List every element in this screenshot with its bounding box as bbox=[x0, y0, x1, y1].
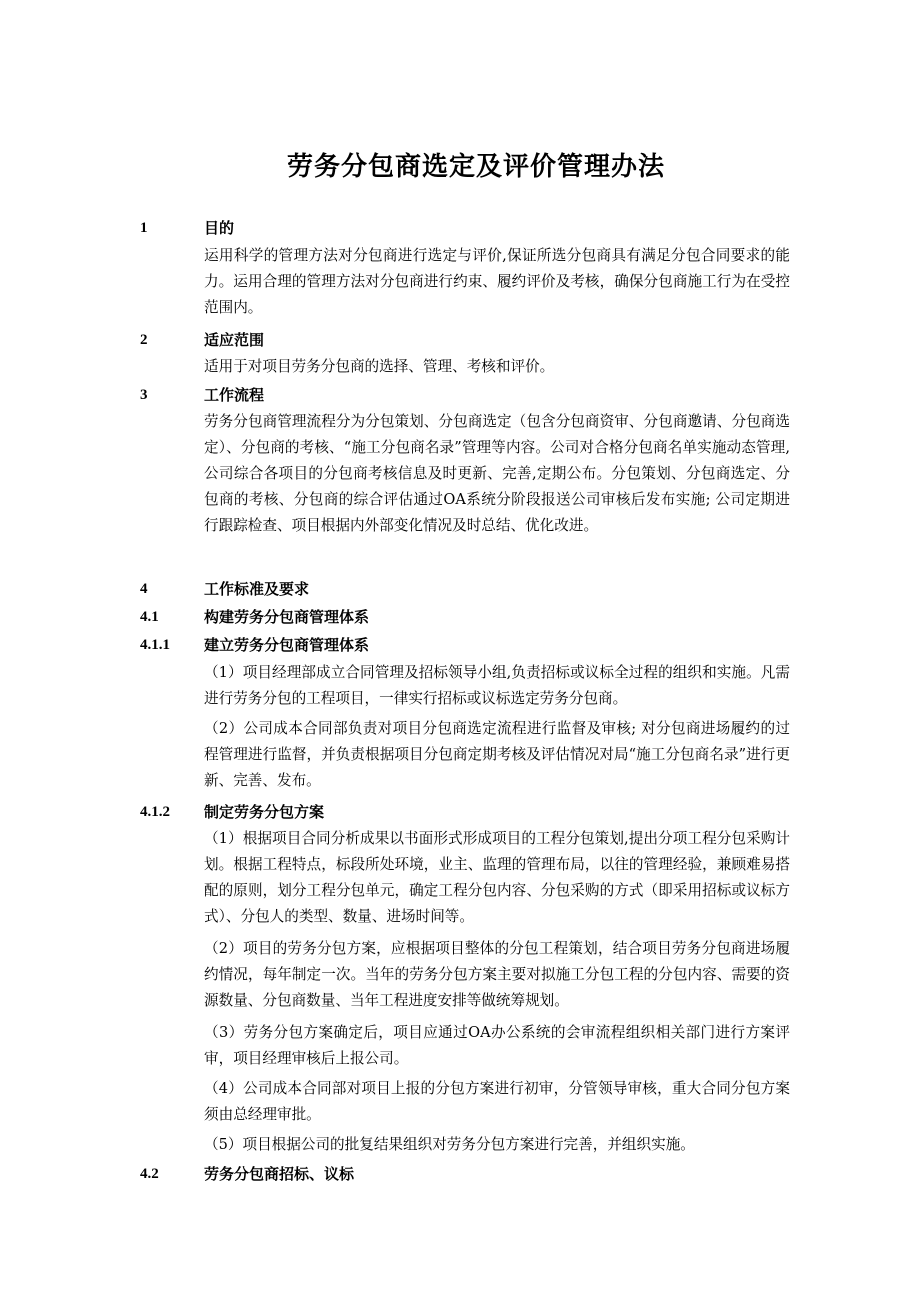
paragraph: （2）项目的劳务分包方案，应根据项目整体的分包工程策划，结合项目劳务分包商进场履约情况，每年制定一次。当年的劳务分包方案主要对拟施工分包工程的分包内容、需要的资源数量、分包商数量、当年工程进度安排等做统筹规划。 bbox=[204, 940, 790, 1009]
section-title: 构建劳务分包商管理体系 bbox=[204, 608, 370, 626]
document-title: 劳务分包商选定及评价管理办法 bbox=[286, 152, 665, 182]
section-title: 工作流程 bbox=[204, 386, 265, 404]
section-number: 4 bbox=[140, 581, 148, 597]
section-title: 劳务分包商招标、议标 bbox=[204, 1165, 355, 1183]
paragraph: （2）公司成本合同部负责对项目分包商选定流程进行监督及审核; 对分包商进场履约的过程管理进行监督，并负责根据项目分包商定期考核及评估情况对局“施工分包商名录”进行更新、完善、发布。 bbox=[204, 720, 790, 789]
paragraph: （1）根据项目合同分析成果以书面形式形成项目的工程分包策划,提出分项工程分包采购计划。根据工程特点，标段所处环境，业主、监理的管理布局，以往的管理经验，兼顾难易搭配的原则，划分工程分包单元，确定工程分包内容、分包采购的方式（即采用招标或议标方式）、分包人的类型、数量、进场时间等。 bbox=[204, 830, 790, 925]
paragraph: （3）劳务分包方案确定后，项目应通过OA办公系统的会审流程组织相关部门进行方案评审，项目经理审核后上报公司。 bbox=[204, 1024, 790, 1067]
section-number: 3 bbox=[140, 387, 148, 403]
section-title: 目的 bbox=[204, 219, 235, 237]
section-title: 适应范围 bbox=[204, 331, 265, 349]
section-number: 4.1 bbox=[140, 609, 159, 625]
section-number: 4.1.2 bbox=[140, 804, 170, 820]
paragraph: （5）项目根据公司的批复结果组织对劳务分包方案进行完善，并组织实施。 bbox=[204, 1136, 695, 1153]
section-title: 工作标准及要求 bbox=[204, 580, 310, 598]
section-title: 建立劳务分包商管理体系 bbox=[204, 636, 370, 654]
section-number: 4.1.1 bbox=[140, 637, 170, 653]
paragraph: 劳务分包商管理流程分为分包策划、分包商选定（包含分包商资审、分包商邀请、分包商选定）、分包商的考核、“施工分包商名录”管理等内容。公司对合格分包商名单实施动态管理,公司综合各项目的分包商考核信息及时更新、完善,定期公布。分包策划、分包商选定、分包商的考核、分包商的综合评估通过OA系统分阶段报送公司审核后发布实施; 公司定期进行跟踪检查、项目根据内外部变化情况及时总结、优化改进。 bbox=[204, 413, 790, 534]
paragraph: （4）公司成本合同部对项目上报的分包方案进行初审，分管领导审核，重大合同分包方案须由总经理审批。 bbox=[204, 1080, 790, 1123]
paragraph: 运用科学的管理方法对分包商进行选定与评价,保证所选分包商具有满足分包合同要求的能力。运用合理的管理方法对分包商进行约束、履约评价及考核，确保分包商施工行为在受控范围内。 bbox=[204, 247, 790, 316]
section-number: 2 bbox=[140, 332, 148, 348]
paragraph: （1）项目经理部成立合同管理及招标领导小组,负责招标或议标全过程的组织和实施。凡需进行劳务分包的工程项目，一律实行招标或议标选定劳务分包商。 bbox=[204, 664, 790, 707]
paragraph: 适用于对项目劳务分包商的选择、管理、考核和评价。 bbox=[204, 358, 555, 375]
section-title: 制定劳务分包方案 bbox=[204, 803, 325, 821]
section-number: 1 bbox=[140, 220, 148, 236]
section-number: 4.2 bbox=[140, 1166, 159, 1182]
